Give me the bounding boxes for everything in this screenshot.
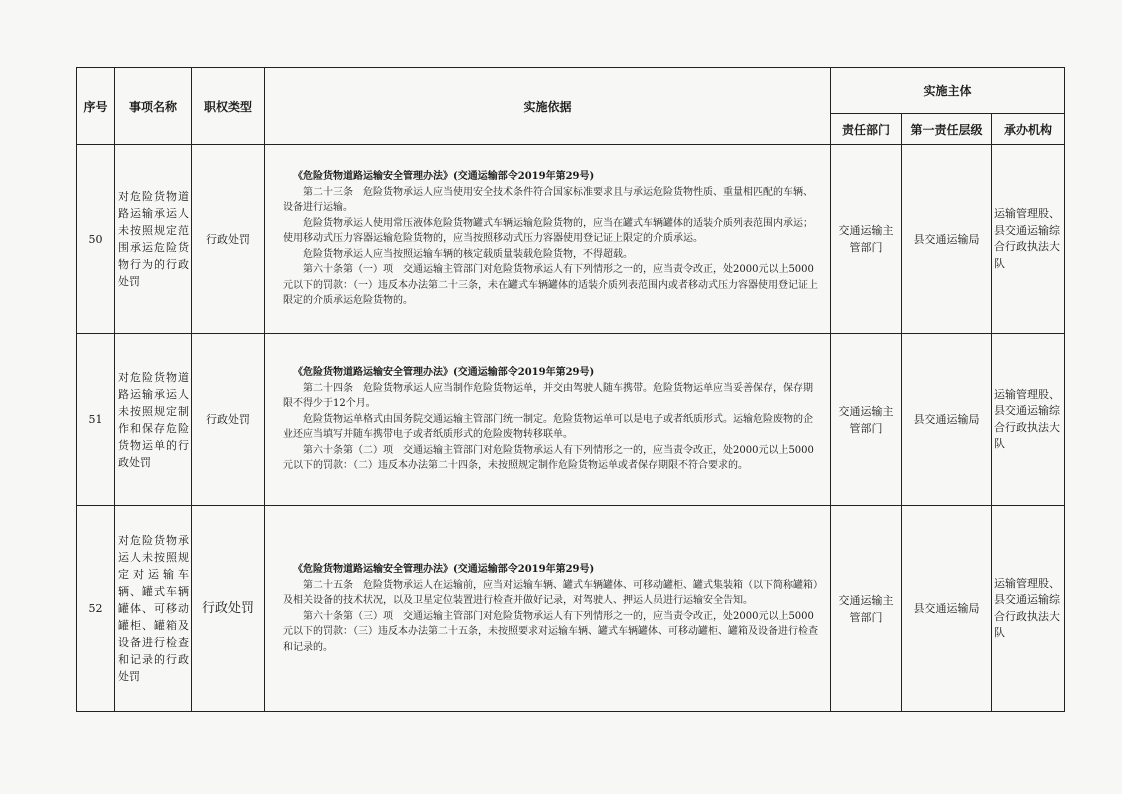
- header-level: 第一责任层级: [902, 114, 992, 145]
- row-dept: 交通运输主管部门: [831, 334, 902, 506]
- basis-paragraph: 第六十条第（三）项 交通运输主管部门对危险货物承运人有下列情形之一的，应当责令改正，处2000元以上5000元以下的罚款：（三）违反本办法第二十五条，未按照要求对运输车辆、罐式车辆罐体、可移动罐柜、罐箱及设备进行检查和记录的。: [283, 610, 818, 653]
- basis-paragraph: 第六十条第（一）项 交通运输主管部门对危险货物承运人有下列情形之一的，应当责令改正，处2000元以上5000元以下的罚款：（一）违反本办法第二十三条，未在罐式车辆罐体的适装介质列表范围内或者移动式压力容器使用登记证上限定的介质承运危险货物的。: [283, 264, 818, 307]
- enforcement-table: [76, 67, 1065, 712]
- law-title: 《危险货物道路运输安全管理办法》(交通运输部令2019年第29号): [293, 171, 595, 183]
- row-item-name: 对危险货物道路运输承运人未按照规定范围承运危险货物行为的行政处罚: [115, 145, 192, 334]
- header-dept: 责任部门: [831, 114, 902, 145]
- row-seq: 51: [77, 334, 115, 506]
- row-dept: 交通运输主管部门: [831, 145, 902, 334]
- row-agency: 运输管理股、县交通运输综合行政执法大队: [992, 145, 1065, 334]
- basis-paragraph: 第六十条第（二）项 交通运输主管部门对危险货物承运人有下列情形之一的，应当责令改正，处2000元以上5000元以下的罚款：（二）违反本办法第二十四条，未按照规定制作危险货物运单或者保存期限不符合要求的。: [283, 444, 814, 472]
- header-seq: 序号: [77, 68, 115, 145]
- basis-paragraph: 第二十四条 危险货物承运人应当制作危险货物运单，并交由驾驶人随车携带。危险货物运单应当妥善保存，保存期限不得少于12个月。: [283, 382, 813, 410]
- header-basis: 实施依据: [265, 68, 831, 145]
- law-title: 《危险货物道路运输安全管理办法》(交通运输部令2019年第29号): [293, 367, 595, 379]
- header-power-type: 职权类型: [192, 68, 265, 145]
- row-power-type: 行政处罚: [192, 506, 265, 712]
- row-seq: 52: [77, 506, 115, 712]
- basis-paragraph: 危险货物运单格式由国务院交通运输主管部门统一制定。危险货物运单可以是电子或者纸质形式。运输危险废物的企业还应当填写并随车携带电子或者纸质形式的危险废物转移联单。: [283, 413, 813, 441]
- row-level: 县交通运输局: [902, 506, 992, 712]
- row-level: 县交通运输局: [902, 145, 992, 334]
- row-item-name: 对危险货物承运人未按照规定对运输车辆、罐式车辆罐体、可移动罐柜、罐箱及设备进行检查和记录的行政处罚: [115, 506, 192, 712]
- row-basis: [265, 334, 831, 506]
- table-row: [77, 334, 1065, 506]
- row-power-type: 行政处罚: [192, 334, 265, 506]
- row-agency: 运输管理股、县交通运输综合行政执法大队: [992, 506, 1065, 712]
- row-agency: 运输管理股、县交通运输综合行政执法大队: [992, 334, 1065, 506]
- table-row: [77, 506, 1065, 712]
- row-basis: [265, 145, 831, 334]
- basis-paragraph: 危险货物承运人应当按照运输车辆的核定载质量装载危险货物，不得超载。: [303, 248, 633, 260]
- basis-paragraph: 第二十三条 危险货物承运人应当使用安全技术条件符合国家标准要求且与承运危险货物性质、重量相匹配的车辆、设备进行运输。: [283, 186, 813, 214]
- row-dept: 交通运输主管部门: [831, 506, 902, 712]
- header-subject: 实施主体: [831, 68, 1065, 114]
- law-title: 《危险货物道路运输安全管理办法》(交通运输部令2019年第29号): [293, 564, 595, 575]
- header-agency: 承办机构: [992, 114, 1065, 145]
- row-level: 县交通运输局: [902, 334, 992, 506]
- table-row: [77, 145, 1065, 334]
- basis-paragraph: 危险货物承运人使用常压液体危险货物罐式车辆运输危险货物的，应当在罐式车辆罐体的适装介质列表范围内承运；使用移动式压力容器运输危险货物的，应当按照移动式压力容器使用登记证上限定的介质承运。: [283, 217, 813, 245]
- header-item-name: 事项名称: [115, 68, 192, 145]
- row-power-type: 行政处罚: [192, 145, 265, 334]
- row-seq: 50: [77, 145, 115, 334]
- row-basis: [265, 506, 831, 712]
- row-item-name: 对危险货物道路运输承运人未按照规定制作和保存危险货物运单的行政处罚: [115, 334, 192, 506]
- basis-paragraph: 第二十五条 危险货物承运人在运输前，应当对运输车辆、罐式车辆罐体、可移动罐柜、罐式集装箱（以下简称罐箱）及相关设备的技术状况，以及卫星定位装置进行检查并做好记录，对驾驶人、押运人员进行运输安全告知。: [283, 579, 818, 606]
